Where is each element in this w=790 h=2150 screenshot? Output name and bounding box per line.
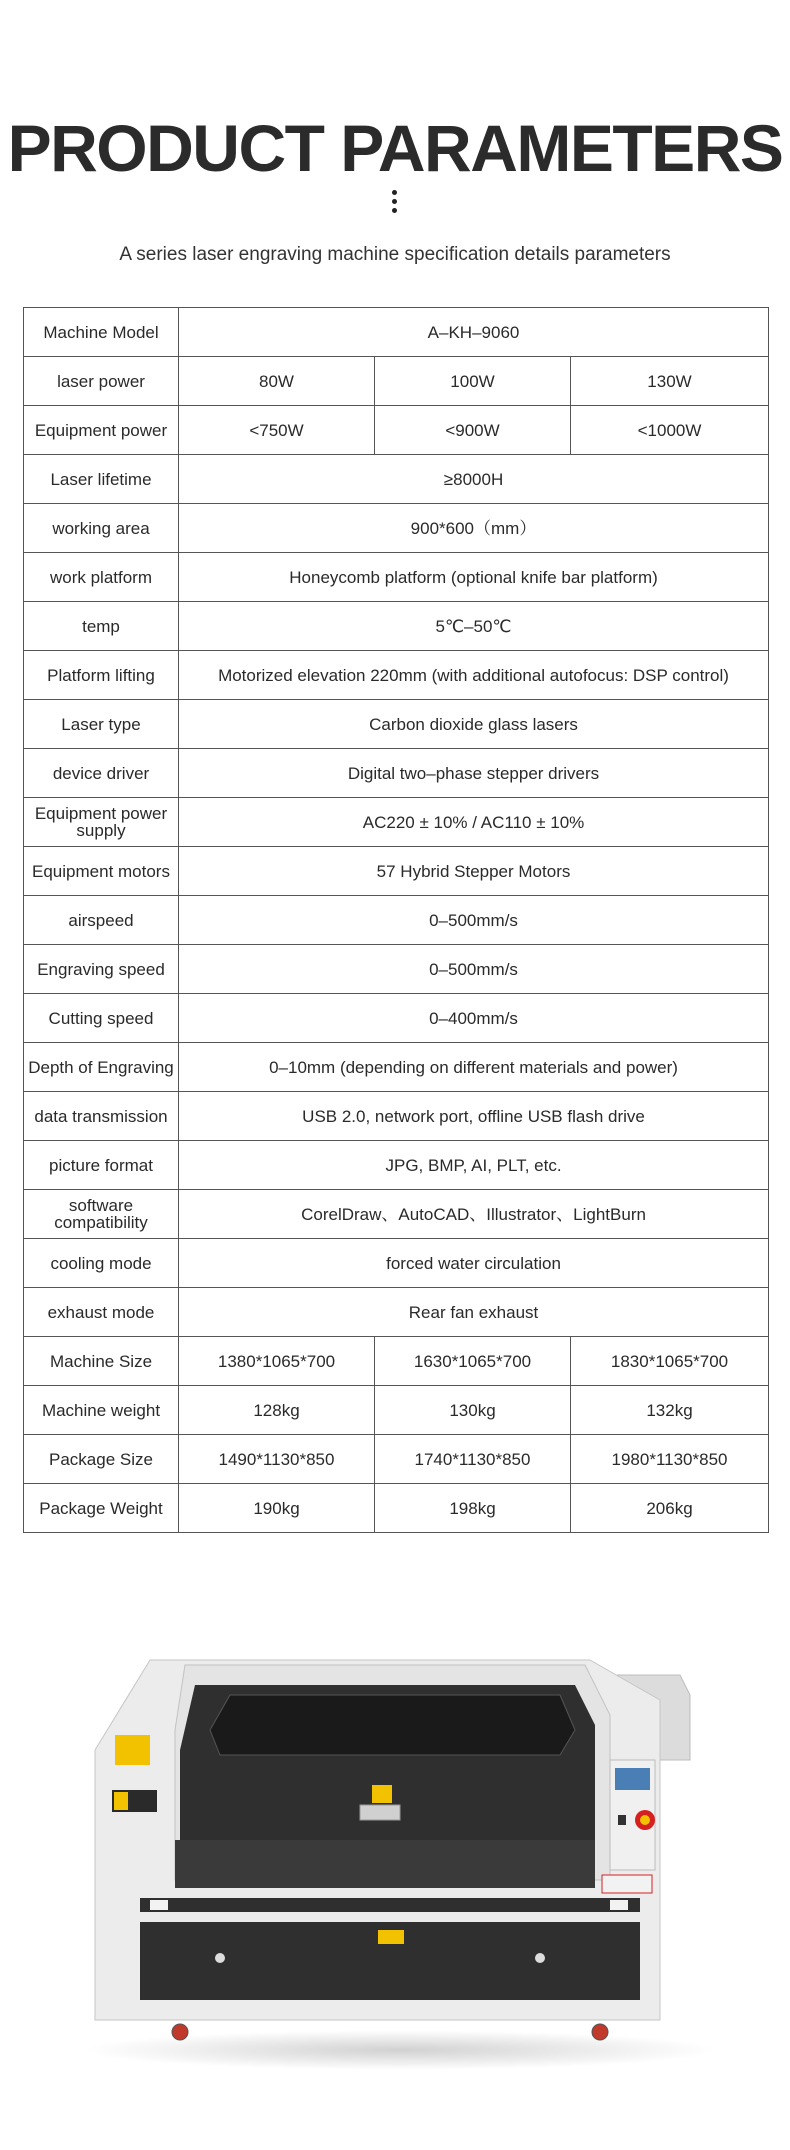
separator-dots <box>392 190 398 217</box>
table-row <box>24 1239 769 1288</box>
row-label: Package Weight <box>24 1484 179 1533</box>
table-row <box>24 651 769 700</box>
row-label: cooling mode <box>24 1239 179 1288</box>
row-value: Motorized elevation 220mm (with additional autofocus: DSP control) <box>179 651 769 700</box>
row-value: 1490*1130*850 <box>179 1435 375 1484</box>
row-value: 1830*1065*700 <box>571 1337 769 1386</box>
table-row <box>24 994 769 1043</box>
table-row <box>24 1337 769 1386</box>
laser-engraver-image <box>90 1640 720 2060</box>
page-title: PRODUCT PARAMETERS <box>7 111 783 185</box>
table-row <box>24 602 769 651</box>
row-value: USB 2.0, network port, offline USB flash drive <box>179 1092 769 1141</box>
row-value: <900W <box>375 406 571 455</box>
table-row <box>24 798 769 847</box>
table-row <box>24 1484 769 1533</box>
row-value: 132kg <box>571 1386 769 1435</box>
row-label: Machine Size <box>24 1337 179 1386</box>
row-value: 1740*1130*850 <box>375 1435 571 1484</box>
row-label: work platform <box>24 553 179 602</box>
row-value: 190kg <box>179 1484 375 1533</box>
row-label: working area <box>24 504 179 553</box>
row-value: 57 Hybrid Stepper Motors <box>179 847 769 896</box>
row-value: 5℃–50℃ <box>179 602 769 651</box>
row-label: Laser lifetime <box>24 455 179 504</box>
table-row <box>24 847 769 896</box>
row-label: laser power <box>24 357 179 406</box>
table-row <box>24 1141 769 1190</box>
row-label: data transmission <box>24 1092 179 1141</box>
table-row <box>24 1043 769 1092</box>
row-label: exhaust mode <box>24 1288 179 1337</box>
row-value: ≥8000H <box>179 455 769 504</box>
row-value: 128kg <box>179 1386 375 1435</box>
table-row <box>24 504 769 553</box>
table-row <box>24 455 769 504</box>
row-label: Machine Model <box>24 308 179 357</box>
row-label: Depth of Engraving <box>24 1043 179 1092</box>
row-value: 80W <box>179 357 375 406</box>
row-value: CorelDraw、AutoCAD、Illustrator、LightBurn <box>179 1190 769 1239</box>
row-label: Machine weight <box>24 1386 179 1435</box>
row-label: picture format <box>24 1141 179 1190</box>
table-row <box>24 308 769 357</box>
table-row <box>24 406 769 455</box>
row-value: Rear fan exhaust <box>179 1288 769 1337</box>
table-row <box>24 749 769 798</box>
row-label: Laser type <box>24 700 179 749</box>
row-value: 130W <box>571 357 769 406</box>
table-row <box>24 1435 769 1484</box>
table-row <box>24 1288 769 1337</box>
row-value: 130kg <box>375 1386 571 1435</box>
row-label: Equipment power supply <box>24 798 179 847</box>
row-value: 1380*1065*700 <box>179 1337 375 1386</box>
row-label: Engraving speed <box>24 945 179 994</box>
row-value: A–KH–9060 <box>179 308 769 357</box>
row-value: 1980*1130*850 <box>571 1435 769 1484</box>
row-value: Carbon dioxide glass lasers <box>179 700 769 749</box>
table-row <box>24 896 769 945</box>
row-value: 0–10mm (depending on different materials and power) <box>179 1043 769 1092</box>
row-value: JPG, BMP, AI, PLT, etc. <box>179 1141 769 1190</box>
row-value: 1630*1065*700 <box>375 1337 571 1386</box>
row-label: Equipment power <box>24 406 179 455</box>
row-value: Honeycomb platform (optional knife bar platform) <box>179 553 769 602</box>
row-value: 0–400mm/s <box>179 994 769 1043</box>
table-row <box>24 700 769 749</box>
row-value: Digital two–phase stepper drivers <box>179 749 769 798</box>
row-label: airspeed <box>24 896 179 945</box>
table-row <box>24 1386 769 1435</box>
row-label: software compatibility <box>24 1190 179 1239</box>
spec-table <box>23 307 769 1533</box>
row-value: 198kg <box>375 1484 571 1533</box>
row-label: device driver <box>24 749 179 798</box>
row-value: AC220 ± 10% / AC110 ± 10% <box>179 798 769 847</box>
row-label: temp <box>24 602 179 651</box>
row-value: 0–500mm/s <box>179 945 769 994</box>
row-label: Package Size <box>24 1435 179 1484</box>
table-row <box>24 553 769 602</box>
row-value: 900*600（mm） <box>179 504 769 553</box>
row-label: Equipment motors <box>24 847 179 896</box>
row-value: 100W <box>375 357 571 406</box>
row-value: forced water circulation <box>179 1239 769 1288</box>
row-value: <1000W <box>571 406 769 455</box>
table-row <box>24 357 769 406</box>
row-label: Platform lifting <box>24 651 179 700</box>
row-label: Cutting speed <box>24 994 179 1043</box>
row-value: <750W <box>179 406 375 455</box>
table-row <box>24 945 769 994</box>
table-row <box>24 1190 769 1239</box>
row-value: 206kg <box>571 1484 769 1533</box>
table-row <box>24 1092 769 1141</box>
row-value: 0–500mm/s <box>179 896 769 945</box>
page-subtitle: A series laser engraving machine specification details parameters <box>119 244 671 265</box>
